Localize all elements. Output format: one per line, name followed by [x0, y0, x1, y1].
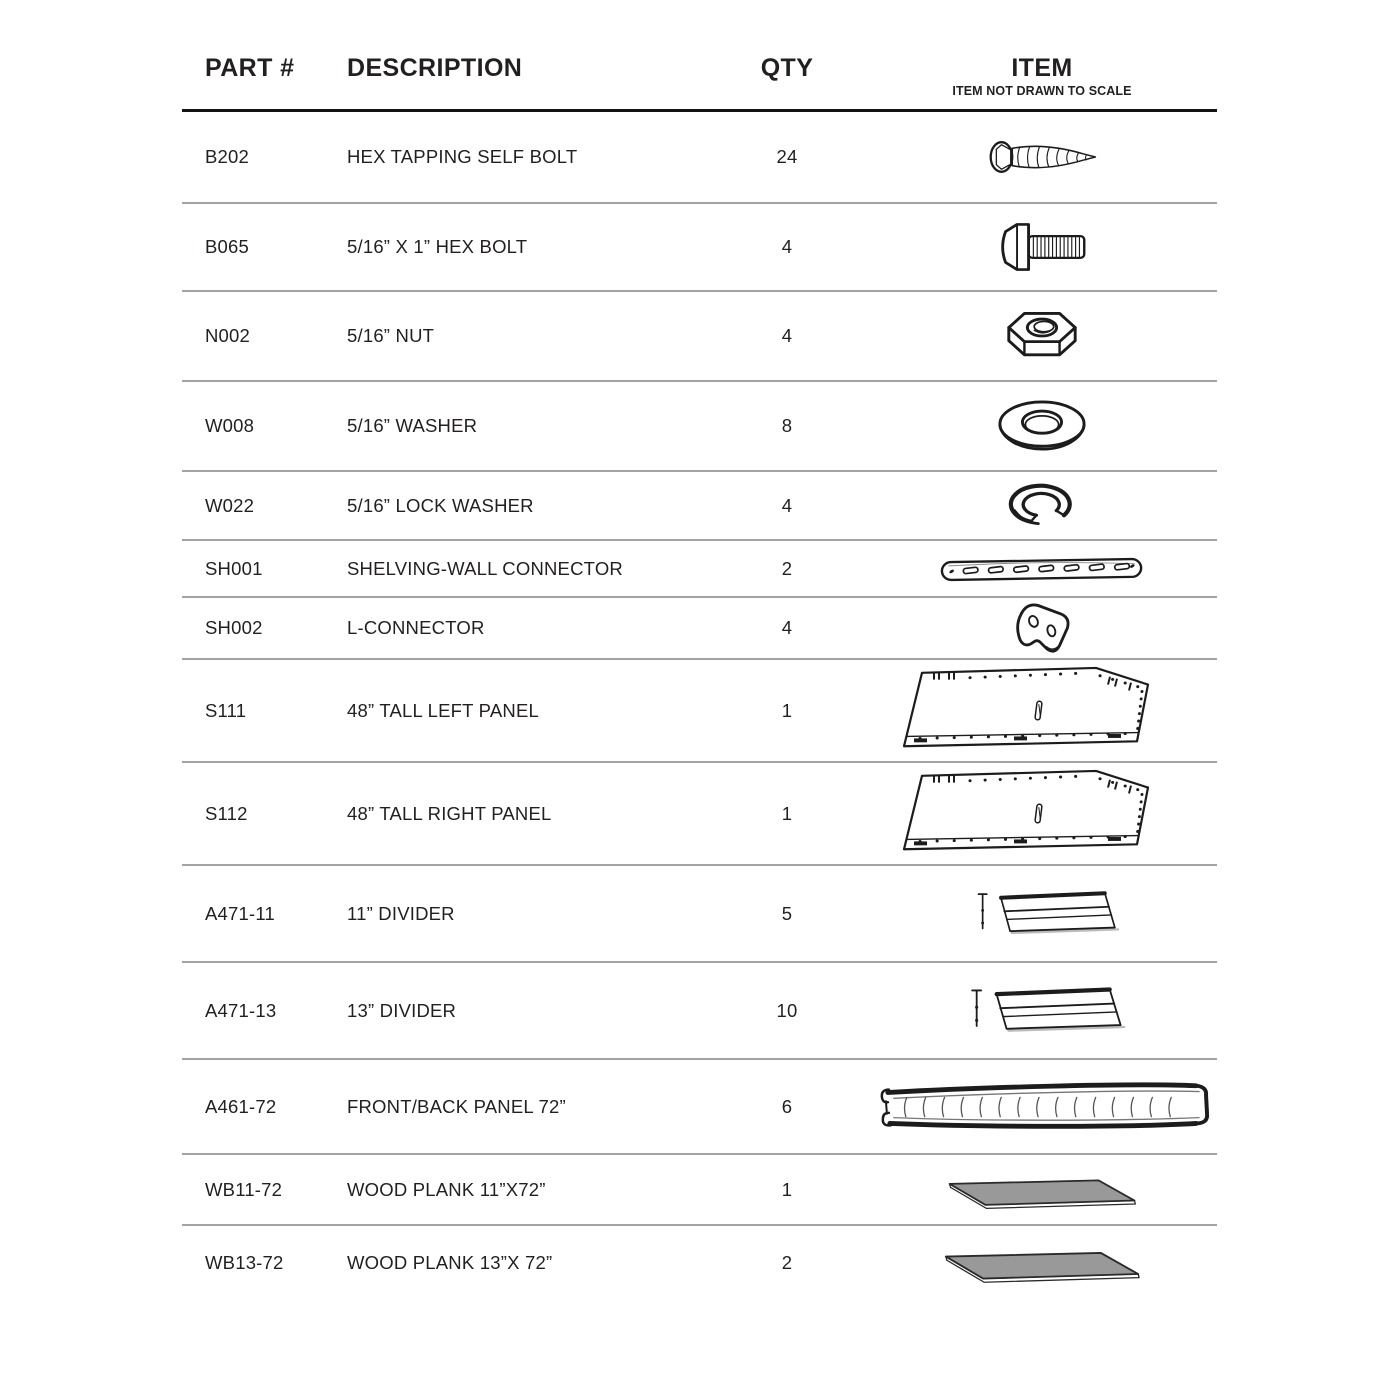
table-row	[182, 292, 1217, 382]
table-row	[182, 963, 1217, 1060]
wood-plank-icon	[939, 1241, 1145, 1285]
item-image-cell	[867, 1060, 1217, 1153]
washer-icon	[996, 399, 1088, 453]
item-image-cell	[867, 660, 1217, 761]
table-row	[182, 1155, 1217, 1226]
qty-cell: 2	[781, 1252, 793, 1273]
description-cell: 5/16” WASHER	[347, 415, 478, 436]
part-number-cell: WB11-72	[205, 1178, 283, 1200]
item-image-cell	[867, 382, 1217, 470]
wood-plank-icon	[943, 1169, 1141, 1211]
table-row	[182, 763, 1217, 866]
item-image-cell	[867, 763, 1217, 864]
qty-cell: 6	[781, 1095, 793, 1117]
parts-table	[182, 55, 1217, 1300]
part-number-cell: N002	[205, 325, 251, 346]
item-not-to-scale-note: ITEM NOT DRAWN TO SCALE	[952, 84, 1132, 99]
table-row	[182, 541, 1217, 598]
qty-cell: 8	[781, 415, 793, 436]
description-cell: 48” TALL RIGHT PANEL	[347, 802, 552, 824]
description-cell: 5/16” X 1” HEX BOLT	[347, 236, 528, 257]
description-cell: FRONT/BACK PANEL 72”	[347, 1095, 566, 1117]
column-header-item	[867, 55, 1217, 98]
description-cell: L-CONNECTOR	[347, 617, 485, 638]
qty-cell: 1	[781, 699, 793, 721]
divider-icon	[971, 886, 1129, 942]
part-number-cell: A471-11	[205, 902, 275, 924]
table-row	[182, 472, 1217, 541]
part-number-cell: S112	[205, 802, 248, 824]
qty-cell: 4	[781, 494, 793, 516]
description-cell: 5/16” NUT	[347, 325, 435, 346]
table-row	[182, 866, 1217, 963]
item-image-cell	[867, 1226, 1217, 1300]
table-row	[182, 1060, 1217, 1155]
part-number-cell: B065	[205, 236, 250, 257]
part-number-cell: SH001	[205, 557, 263, 579]
wall-connector-strip-icon	[939, 554, 1145, 584]
table-row	[182, 382, 1217, 472]
description-cell: 5/16” LOCK WASHER	[347, 494, 534, 516]
description-cell: 13” DIVIDER	[347, 999, 457, 1021]
table-row	[182, 204, 1217, 292]
description-cell: HEX TAPPING SELF BOLT	[347, 146, 578, 167]
lock-washer-icon	[1007, 481, 1081, 531]
column-header-qty: QTY	[760, 54, 814, 82]
qty-cell: 4	[781, 325, 793, 346]
part-number-cell: SH002	[205, 617, 263, 638]
hex-tapping-screw-icon	[983, 134, 1101, 180]
item-image-cell	[867, 963, 1217, 1058]
qty-cell: 4	[781, 617, 793, 638]
table-row	[182, 1226, 1217, 1300]
qty-cell: 1	[781, 802, 793, 824]
front-back-panel-icon	[871, 1079, 1214, 1135]
tall-panel-icon	[886, 664, 1198, 758]
item-image-cell	[867, 292, 1217, 380]
item-image-cell	[867, 598, 1217, 658]
qty-cell: 5	[781, 902, 793, 924]
column-header-description: DESCRIPTION	[347, 54, 523, 82]
table-row	[182, 660, 1217, 763]
description-cell: SHELVING-WALL CONNECTOR	[347, 557, 623, 579]
description-cell: 11” DIVIDER	[347, 902, 455, 924]
qty-cell: 10	[776, 999, 798, 1021]
column-header-part: PART #	[205, 54, 295, 82]
hex-bolt-icon	[994, 219, 1090, 275]
qty-cell: 24	[776, 146, 798, 167]
qty-cell: 1	[781, 1178, 793, 1200]
description-cell: WOOD PLANK 13”X 72”	[347, 1252, 553, 1273]
part-number-cell: WB13-72	[205, 1252, 284, 1273]
qty-cell: 4	[781, 236, 793, 257]
item-image-cell	[867, 1155, 1217, 1224]
table-header-row	[182, 55, 1217, 112]
hex-nut-icon	[1001, 305, 1083, 367]
description-cell: 48” TALL LEFT PANEL	[347, 699, 539, 721]
table-row	[182, 598, 1217, 660]
part-number-cell: W022	[205, 494, 255, 516]
item-image-cell	[867, 112, 1217, 202]
item-image-cell	[867, 866, 1217, 961]
part-number-cell: B202	[205, 146, 250, 167]
item-image-cell	[867, 472, 1217, 539]
column-header-item-label: ITEM	[1011, 54, 1073, 82]
part-number-cell: A471-13	[205, 999, 277, 1021]
part-number-cell: W008	[205, 415, 255, 436]
part-number-cell: S111	[205, 699, 247, 721]
tall-panel-icon	[886, 767, 1198, 861]
description-cell: WOOD PLANK 11”X72”	[347, 1178, 546, 1200]
item-image-cell	[867, 541, 1217, 596]
part-number-cell: A461-72	[205, 1095, 277, 1117]
l-connector-icon	[1008, 598, 1074, 658]
qty-cell: 2	[781, 557, 793, 579]
divider-icon	[964, 982, 1136, 1040]
table-body	[182, 112, 1217, 1300]
table-row	[182, 112, 1217, 204]
item-image-cell	[867, 204, 1217, 290]
